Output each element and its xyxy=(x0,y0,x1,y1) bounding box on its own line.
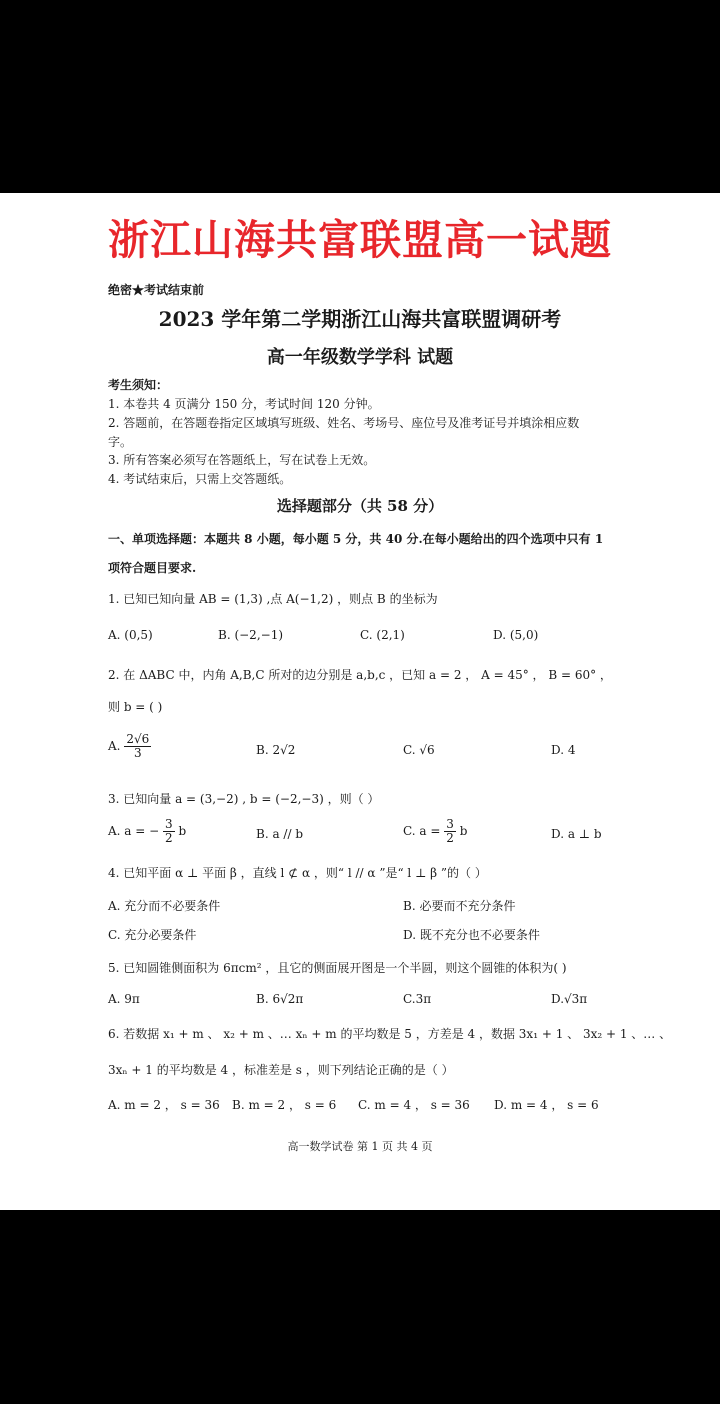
q4-option-c: C. 充分必要条件 xyxy=(108,928,197,942)
q3-option-a-post: b xyxy=(178,824,187,839)
q5-option-b: B. 6√2π xyxy=(256,992,304,1006)
question-2: 2. 在 ΔABC 中，内角 A,B,C 所对的边分别是 a,b,c ，已知 a = 2 ， A = 45° ， B = 60° ， xyxy=(108,668,612,682)
fraction-numerator: 2√6 xyxy=(126,732,150,746)
exam-title: 2023 学年第二学期浙江山海共富联盟调研考 xyxy=(158,307,562,331)
q3-option-a xyxy=(108,818,186,845)
part-instruction-cont: 项符合题目要求. xyxy=(108,561,197,575)
notice-item: 4. 考试结束后，只需上交答题纸。 xyxy=(108,472,292,486)
q4-option-d: D. 既不充分也不必要条件 xyxy=(403,928,540,942)
question-6: 6. 若数据 x₁ + m 、 x₂ + m 、… xₙ + m 的平均数是 5 ，方差是 4 ，数据 3x₁ + 1 、 3x₂ + 1 、… 、 xyxy=(108,1027,672,1041)
question-1: 1. 已知已知向量 AB = (1,3) ,点 A(−1,2) ，则点 B 的坐标为 xyxy=(108,592,438,606)
q1-option-a: A. (0,5) xyxy=(108,628,153,642)
notice-heading: 考生须知： xyxy=(108,378,169,392)
fraction xyxy=(444,818,456,845)
page-footer: 高一数学试卷 第 1 页 共 4 页 xyxy=(287,1140,433,1153)
notice-item: 字。 xyxy=(108,435,133,449)
q2-option-b: B. 2√2 xyxy=(256,743,296,757)
q3-option-c-post: b xyxy=(459,824,468,839)
q1-option-b: B. (−2,−1) xyxy=(218,628,284,642)
question-4: 4. 已知平面 α ⊥ 平面 β ，直线 l ⊄ α ，则“ l // α ”是“ l ⊥ β ”的（ ） xyxy=(108,866,487,880)
q3-option-d: D. a ⊥ b xyxy=(551,827,602,841)
exam-page xyxy=(0,193,720,1210)
q5-option-d: D.√3π xyxy=(551,992,588,1006)
exam-subtitle: 高一年级数学学科 试题 xyxy=(266,347,454,368)
question-2-cont: 则 b = ( ) xyxy=(108,700,163,714)
fraction-denominator: 2 xyxy=(165,831,173,846)
fraction-numerator: 3 xyxy=(446,817,454,831)
question-5: 5. 已知圆锥侧面积为 6πcm² ，且它的侧面展开图是一个半圆，则这个圆锥的体积为( ) xyxy=(108,961,567,975)
fraction-denominator: 3 xyxy=(133,746,142,761)
q1-option-d: D. (5,0) xyxy=(493,628,539,642)
q2-option-c: C. √6 xyxy=(403,743,435,757)
fraction-denominator: 2 xyxy=(446,831,454,846)
q3-option-c-pre: C. a = xyxy=(403,824,441,839)
question-3: 3. 已知向量 a = (3,−2) , b = (−2,−3) ，则（ ） xyxy=(108,792,380,806)
q3-option-b: B. a // b xyxy=(256,827,303,841)
q3-option-c xyxy=(403,818,467,845)
fraction-numerator: 3 xyxy=(165,817,173,831)
notice-item: 3. 所有答案必须写在答题纸上，写在试卷上无效。 xyxy=(108,453,376,467)
q2-option-a-label: A. xyxy=(108,739,121,754)
q4-option-a: A. 充分而不必要条件 xyxy=(108,899,221,913)
notice-item: 2. 答题前，在答题卷指定区域填写班级、姓名、考场号、座位号及准考证号并填涂相应数 xyxy=(108,416,580,430)
q4-option-b: B. 必要而不充分条件 xyxy=(403,899,516,913)
q1-option-c: C. (2,1) xyxy=(360,628,405,642)
part-instruction: 一、单项选择题：本题共 8 小题，每小题 5 分，共 40 分.在每小题给出的四个选项中只有 1 xyxy=(108,532,604,546)
q6-option-a: A. m = 2 ， s = 36 xyxy=(108,1098,220,1112)
q2-option-d: D. 4 xyxy=(551,743,576,757)
question-6-cont: 3xₙ + 1 的平均数是 4 ，标准差是 s ，则下列结论正确的是（ ） xyxy=(108,1063,454,1077)
q5-option-c: C.3π xyxy=(403,992,432,1006)
fraction xyxy=(124,733,151,760)
q5-option-a: A. 9π xyxy=(108,992,140,1006)
q2-option-a xyxy=(108,733,151,760)
banner-title: 浙江山海共富联盟高一试题 xyxy=(108,216,612,264)
secret-label: 绝密★考试结束前 xyxy=(108,283,205,297)
q6-option-d: D. m = 4 ， s = 6 xyxy=(494,1098,599,1112)
section-title: 选择题部分（共 58 分） xyxy=(276,497,444,515)
fraction xyxy=(163,818,175,845)
q3-option-a-pre: A. a = − xyxy=(108,824,160,839)
q6-option-b: B. m = 2 ， s = 6 xyxy=(232,1098,337,1112)
q6-option-c: C. m = 4 ， s = 36 xyxy=(358,1098,470,1112)
notice-item: 1. 本卷共 4 页满分 150 分，考试时间 120 分钟。 xyxy=(108,397,380,411)
